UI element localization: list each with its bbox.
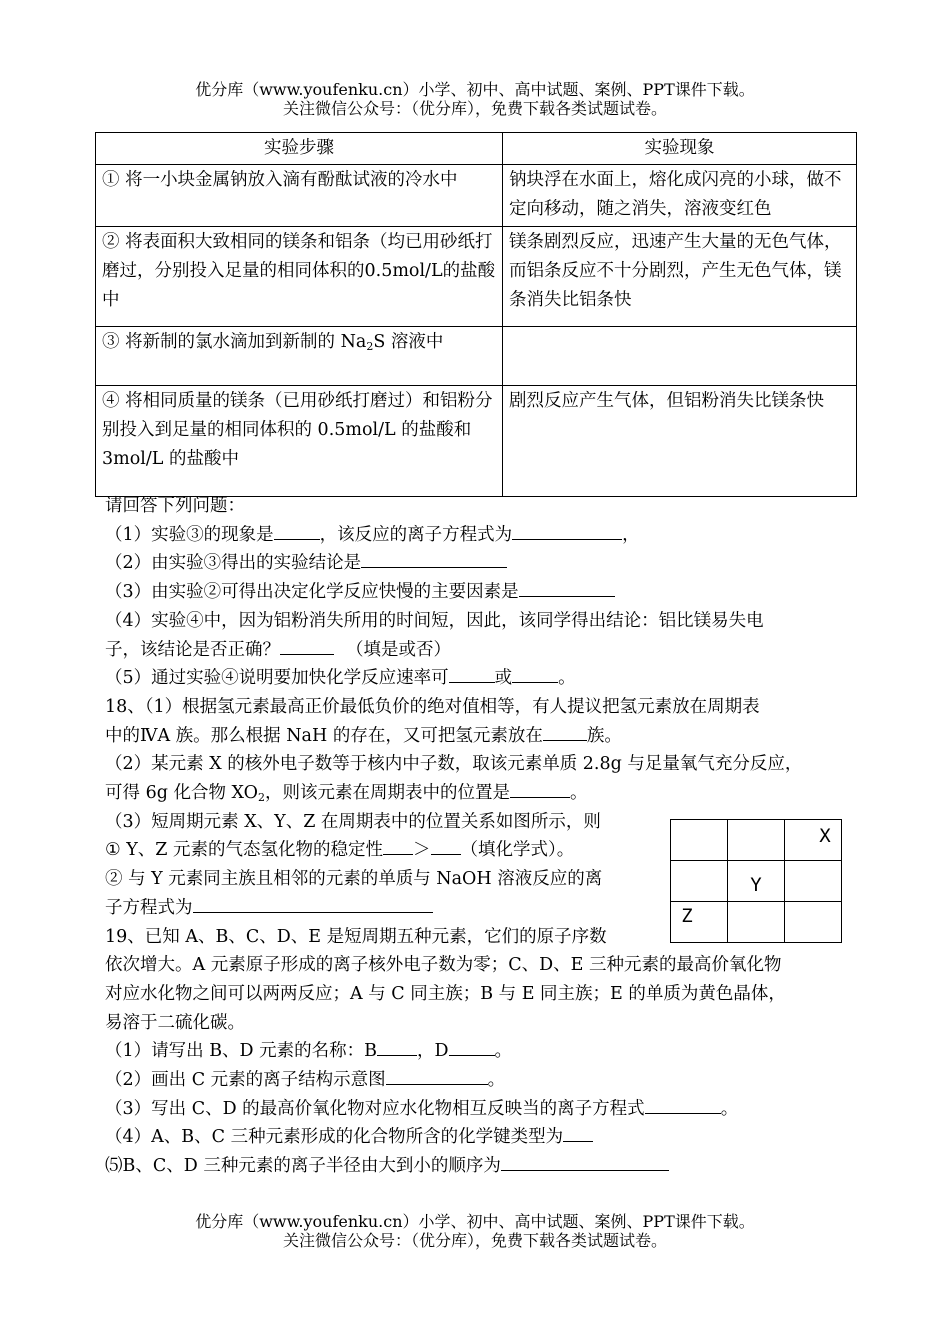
question-19-3: （3）写出 C、D 的最高价氧化物对应水化物相互反映当的离子方程式 。 (105, 1095, 850, 1124)
question-18-2-line-1: （2）某元素 X 的核外电子数等于核内中子数，取该元素单质 2.8g 与足量氧气充分反应， (105, 754, 803, 775)
footer-line-2: 关注微信公众号：（优分库），免费下载各类试题试卷。 (282, 1231, 667, 1250)
answer-blank[interactable] (431, 836, 461, 855)
question-19-5: ⑸B、C、D 三种元素的离子半径由大到小的顺序为 (105, 1152, 850, 1181)
answer-blank[interactable] (449, 664, 495, 683)
header-line-2: 关注微信公众号：（优分库），免费下载各类试题试卷。 (282, 99, 667, 118)
answer-blank[interactable] (193, 894, 433, 913)
phenomenon-cell (503, 327, 857, 386)
question-19-4: （4）A、B、C 三种元素形成的化合物所含的化学键类型为 (105, 1123, 850, 1152)
question-1: （1）实验③的现象是 ，该反应的离子方程式为 ， (105, 521, 850, 550)
phenomenon-cell: 镁条剧烈反应，迅速产生大量的无色气体，而铝条反应不十分剧烈，产生无色气体，镁条消失比铝条快 (503, 227, 857, 327)
question-18-3-line-4: 子方程式为 (105, 894, 850, 923)
question-3: （3）由实验②可得出决定化学反应快慢的主要因素是 (105, 578, 850, 607)
question-5: （5）通过实验④说明要加快化学反应速率可 或 。 (105, 664, 850, 693)
answer-blank[interactable] (377, 1037, 417, 1056)
step-cell: ① 将一小块金属钠放入滴有酚酞试液的冷水中 (96, 165, 503, 227)
question-19-1: （1）请写出 B、D 元素的名称：B ，D 。 (105, 1037, 850, 1066)
answer-blank[interactable] (280, 636, 334, 655)
question-4-line-2: 子，该结论是否正确？ （填是或否） (105, 636, 850, 665)
question-2: （2）由实验③得出的实验结论是 (105, 549, 850, 578)
step-cell: ③ 将新制的氯水滴加到新制的 $Na_2S$ 溶液中 (96, 327, 503, 386)
question-19-line-2: 依次增大。A 元素原子形成的离子核外电子数为零；C、D、E 三种元素的最高价氧化物 (105, 955, 782, 976)
answer-blank[interactable] (563, 1123, 593, 1142)
table-row (96, 165, 857, 227)
answer-blank[interactable] (543, 722, 587, 741)
grid-cell-z: Z (671, 902, 728, 943)
experiment-table (95, 132, 857, 497)
question-19-line-3: 对应水化物之间可以两两反应；A 与 C 同主族；B 与 E 同主族；E 的单质为黄色晶体， (105, 983, 786, 1004)
question-18-3-line-2: ① Y、Z 元素的气态氢化物的稳定性 ＞ （填化学式）。 (105, 836, 850, 865)
question-18-3-line-1: （3）短周期元素 X、Y、Z 在周期表中的位置关系如图所示，则 (105, 811, 601, 832)
answer-blank[interactable] (501, 1152, 669, 1171)
header-line-1: 优分库（www.youfenku.cn）小学、初中、高中试题、案例、PPT课件下载。 (195, 80, 755, 99)
col-header-phenomena: 实验现象 (503, 133, 857, 165)
question-18-1-line-2: 中的ⅣA 族。那么根据 NaH 的存在，又可把氢元素放在 族。 (105, 722, 850, 751)
answer-blank[interactable] (512, 521, 622, 540)
phenomenon-cell: 钠块浮在水面上，熔化成闪亮的小球，做不定向移动，随之消失，溶液变红色 (503, 165, 857, 227)
periodic-grid (670, 819, 842, 943)
page-footer (0, 1212, 950, 1250)
question-18-1-line-1: 18、（1）根据氢元素最高正价最低负价的绝对值相等，有人提议把氢元素放在周期表 (105, 696, 760, 717)
grid-cell-y: Y (728, 861, 785, 902)
question-19-line-4: 易溶于二硫化碳。 (105, 1012, 245, 1033)
question-18-3-line-3: ② 与 Y 元素同主族且相邻的元素的单质与 NaOH 溶液反应的离 (105, 869, 603, 890)
col-header-steps: 实验步骤 (96, 133, 503, 165)
answer-blank[interactable] (386, 1066, 488, 1085)
question-18-2-line-2: 可得 6g 化合物 $XO_2$，则该元素在周期表中的位置是 。 (105, 779, 850, 808)
question-19-line-1: 19、已知 A、B、C、D、E 是短周期五种元素，它们的原子序数 (105, 926, 607, 947)
footer-line-1: 优分库（www.youfenku.cn）小学、初中、高中试题、案例、PPT课件下载。 (195, 1212, 755, 1231)
grid-cell-x: X (785, 820, 842, 861)
table-row (96, 327, 857, 386)
answer-blank[interactable] (361, 549, 507, 568)
answer-blank[interactable] (383, 836, 413, 855)
answer-blank[interactable] (519, 578, 615, 597)
answer-blank[interactable] (274, 521, 320, 540)
answer-blank[interactable] (512, 664, 558, 683)
answer-blank[interactable] (510, 779, 570, 798)
questions-intro: 请回答下列问题： (105, 496, 245, 516)
step-cell: ④ 将相同质量的镁条（已用砂纸打磨过）和铝粉分别投入到足量的相同体积的 0.5mol/L 的盐酸和 3mol/L 的盐酸中 (96, 386, 503, 497)
question-19-2: （2）画出 C 元素的离子结构示意图 。 (105, 1066, 850, 1095)
step-cell: ② 将表面积大致相同的镁条和铝条（均已用砂纸打磨过，分别投入足量的相同体积的0.5mol/L的盐酸中 (96, 227, 503, 327)
question-4-line-1: （4）实验④中，因为铝粉消失所用的时间短，因此，该同学得出结论：铝比镁易失电 (105, 610, 764, 631)
phenomenon-cell: 剧烈反应产生气体，但铝粉消失比镁条快 (503, 386, 857, 497)
page-header (0, 80, 950, 118)
answer-blank[interactable] (449, 1037, 495, 1056)
table-row (96, 227, 857, 327)
answer-blank[interactable] (645, 1095, 721, 1114)
table-row (96, 386, 857, 497)
